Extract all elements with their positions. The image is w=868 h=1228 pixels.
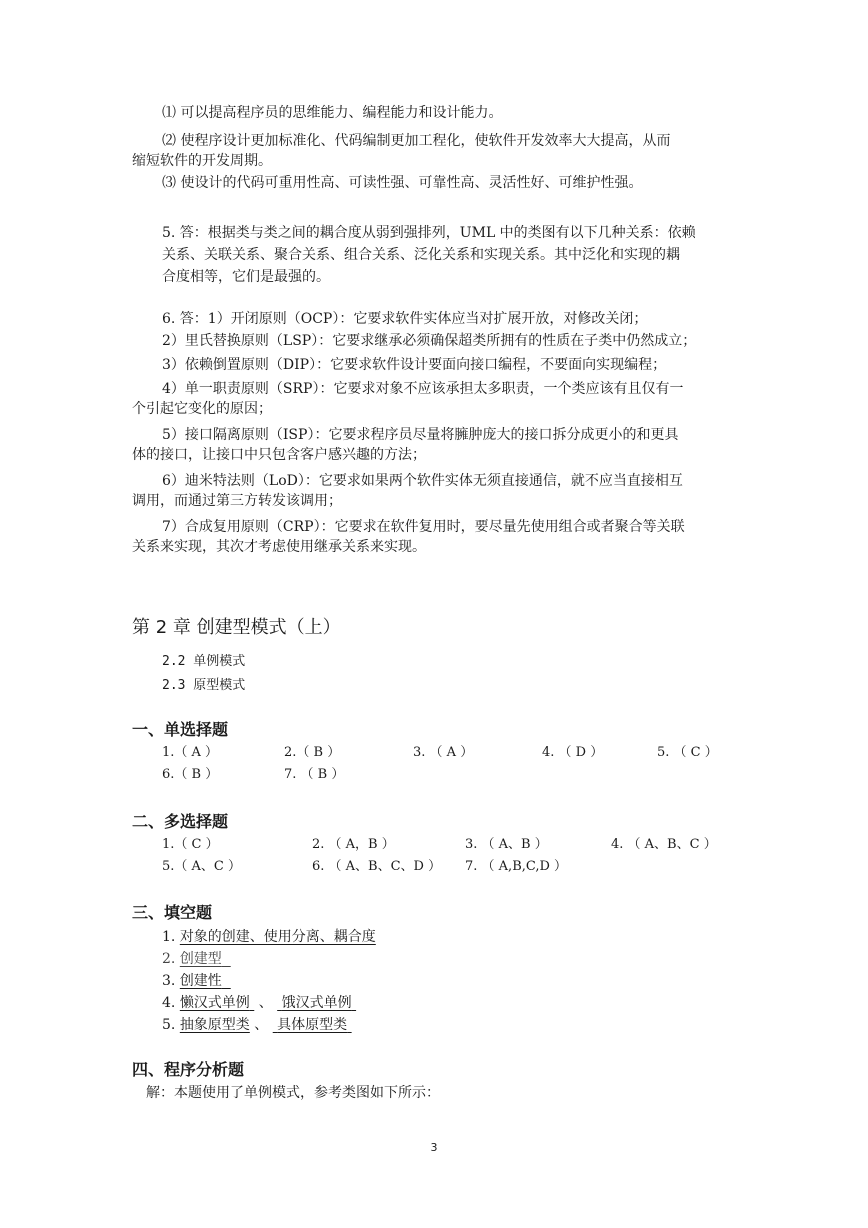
answer-6-line: 7）合成复用原则（CRP）：它要求在软件复用时，要尽量先使用组合或者聚合等关联: [162, 519, 685, 535]
fill-blank-item: [162, 1016, 352, 1034]
section-title: 2.3 原型模式: [162, 678, 246, 693]
intro-item: ⑶ 使设计的代码可重用性高、可读性强、可靠性高、灵活性好、可维护性强。: [162, 175, 643, 191]
answer-6-line: 个引起它变化的原因；: [132, 401, 272, 417]
fill-blank-item: [162, 928, 376, 946]
program-analysis-heading: 四、程序分析题: [132, 1060, 245, 1079]
section-title: 2.2 单例模式: [162, 654, 246, 669]
fill-blank-answer: 抽象原型类: [179, 1017, 250, 1033]
multi-choice-answer: 6. （ A、B、C、D ）: [312, 859, 442, 874]
single-choice-heading: 一、单选择题: [132, 720, 229, 739]
fill-blank-answer: 饿汉式单例: [281, 995, 352, 1011]
single-choice-answer: 2.（ B ）: [284, 745, 341, 760]
fill-blank-answer: 创建型: [179, 951, 222, 967]
page-number: 3: [430, 1141, 438, 1154]
multi-choice-heading: 二、多选择题: [132, 812, 229, 831]
intro-item: ⑵ 使程序设计更加标准化、代码编制更加工程化，使软件开发效率大大提高，从而: [162, 133, 671, 149]
answer-6-line: 2）里氏替换原则（LSP）：它要求继承必须确保超类所拥有的性质在子类中仍然成立；: [162, 333, 697, 349]
fill-blank-number: 1.: [162, 929, 176, 945]
fill-blank-separator: 、: [254, 1017, 269, 1033]
answer-6-line: 5）接口隔离原则（ISP）：它要求程序员尽量将臃肿庞大的接口拆分成更小的和更具: [162, 427, 679, 443]
single-choice-answer: 4. （ D ）: [542, 745, 604, 760]
answer-6-line: 调用，而通过第三方转发该调用；: [132, 493, 342, 509]
fill-blank-answer: 创建性: [179, 973, 222, 989]
intro-item-continued: 缩短软件的开发周期。: [132, 153, 272, 169]
fill-blank-number: 3.: [162, 973, 176, 989]
answer-6-line: 体的接口，让接口中只包含客户感兴趣的方法；: [132, 447, 426, 463]
answer-6-line: 6）迪米特法则（LoD）：它要求如果两个软件实体无须直接通信，就不应当直接相互: [162, 473, 683, 489]
fill-blank-item: [162, 994, 356, 1012]
answer-6-line: 6. 答：1）开闭原则（OCP）：它要求软件实体应当对扩展开放，对修改关闭；: [162, 311, 648, 327]
answer-6-line: 4）单一职责原则（SRP）：它要求对象不应该承担太多职责，一个类应该有且仅有一: [162, 381, 684, 397]
single-choice-answer: 3. （ A ）: [413, 745, 474, 760]
fill-blank-answer: 具体原型类: [277, 1017, 348, 1033]
fill-blank-heading: 三、填空题: [132, 903, 213, 922]
multi-choice-answer: 4. （ A、B、C ）: [611, 837, 717, 852]
answer-5-line: 合度相等，它们是最强的。: [162, 269, 330, 285]
single-choice-answer: 6.（ B ）: [162, 767, 219, 782]
multi-choice-answer: 1.（ C ）: [162, 837, 219, 852]
fill-blank-number: 4.: [162, 995, 176, 1011]
fill-blank-number: 2.: [162, 951, 176, 967]
answer-5-line: 5. 答：根据类与类之间的耦合度从弱到强排列，UML 中的类图有以下几种关系：依赖: [162, 225, 696, 241]
single-choice-answer: 1.（ A ）: [162, 745, 219, 760]
answer-6-line: 关系来实现，其次才考虑使用继承关系来实现。: [132, 539, 426, 555]
multi-choice-answer: 2. （ A，B ）: [312, 837, 395, 852]
chapter-title: 第 2 章 创建型模式（上）: [132, 617, 341, 638]
answer-6-line: 3）依赖倒置原则（DIP）：它要求软件设计要面向接口编程，不要面向实现编程；: [162, 357, 667, 373]
program-analysis-text: 解：本题使用了单例模式，参考类图如下所示：: [146, 1085, 440, 1101]
fill-blank-answer: 懒汉式单例: [179, 995, 250, 1011]
multi-choice-answer: 5.（ A、C ）: [162, 859, 242, 874]
intro-item: ⑴ 可以提高程序员的思维能力、编程能力和设计能力。: [162, 105, 503, 121]
fill-blank-answer: 对象的创建、使用分离、耦合度: [179, 929, 376, 945]
fill-blank-item: [162, 950, 231, 968]
multi-choice-answer: 3. （ A、B ）: [465, 837, 548, 852]
fill-blank-number: 5.: [162, 1017, 176, 1033]
multi-choice-answer: 7. （ A,B,C,D ）: [465, 859, 568, 874]
fill-blank-item: [162, 972, 231, 990]
single-choice-answer: 7. （ B ）: [284, 767, 345, 782]
single-choice-answer: 5. （ C ）: [657, 745, 718, 760]
answer-5-line: 关系、关联关系、聚合关系、组合关系、泛化关系和实现关系。其中泛化和实现的耦: [162, 247, 680, 263]
fill-blank-separator: 、: [258, 995, 273, 1011]
